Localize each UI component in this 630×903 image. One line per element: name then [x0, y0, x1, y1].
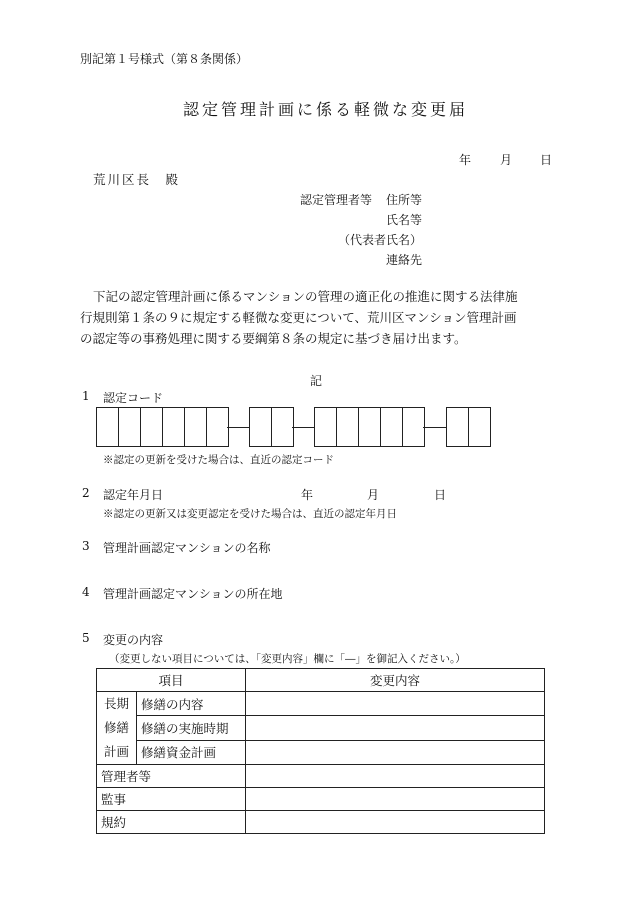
row-label: 監事	[97, 788, 246, 811]
section-2-note: ※認定の更新又は変更認定を受けた場合は、直近の認定年月日	[103, 508, 397, 520]
addressee: 荒川区長 殿	[93, 172, 181, 187]
table-header-row	[97, 669, 545, 692]
section-5-label: 変更の内容	[103, 633, 164, 647]
body-paragraph	[80, 286, 552, 349]
table-row	[97, 740, 545, 764]
change-content-cell[interactable]	[246, 765, 545, 788]
code-group-2	[249, 407, 294, 447]
cert-date-month-label: 月	[367, 488, 380, 502]
sub-item-label: 修繕資金計画	[137, 740, 246, 764]
sub-item-label: 修繕の実施時期	[137, 716, 246, 740]
change-content-cell[interactable]	[246, 692, 545, 716]
date-year-label: 年	[459, 153, 472, 167]
code-group-3	[314, 407, 425, 447]
code-dash	[227, 427, 249, 428]
ki-heading: 記	[310, 374, 323, 388]
code-cell[interactable]	[314, 407, 337, 447]
cert-date-year-label: 年	[301, 488, 314, 502]
header-item: 項目	[97, 669, 246, 692]
code-cell[interactable]	[446, 407, 469, 447]
cert-date-day-label: 日	[434, 488, 447, 502]
section-5-note: （変更しない項目については、「変更内容」欄に「―」を御記入ください。）	[109, 653, 466, 665]
applicant-address-label: 住所等	[386, 193, 423, 207]
code-cell[interactable]	[118, 407, 141, 447]
table-row	[97, 765, 545, 788]
page-title: 認定管理計画に係る軽微な変更届	[183, 100, 469, 119]
body-line: 行規則第１条の９に規定する軽微な変更について、荒川区マンション管理計画	[80, 310, 517, 325]
code-cell[interactable]	[96, 407, 119, 447]
category-line: 計画	[103, 744, 129, 759]
code-cell[interactable]	[206, 407, 229, 447]
date-month-label: 月	[500, 153, 513, 167]
code-cell[interactable]	[402, 407, 425, 447]
code-group-1	[96, 407, 229, 447]
code-cell[interactable]	[140, 407, 163, 447]
code-dash	[423, 427, 446, 428]
section-5-number: 5	[82, 631, 90, 645]
code-cell[interactable]	[358, 407, 381, 447]
section-3-label: 管理計画認定マンションの名称	[103, 541, 271, 555]
category-line: 長期	[103, 696, 129, 711]
section-4-label: 管理計画認定マンションの所在地	[103, 587, 283, 601]
section-2-label: 認定年月日	[103, 488, 164, 502]
body-line: 下記の認定管理計画に係るマンションの管理の適正化の推進に関する法律施	[93, 289, 518, 304]
row-label: 規約	[97, 811, 246, 834]
date-day-label: 日	[540, 153, 553, 167]
section-1-label: 認定コード	[103, 391, 164, 405]
section-1-note: ※認定の更新を受けた場合は、直近の認定コード	[103, 454, 334, 466]
table-row	[97, 716, 545, 740]
sub-item-label: 修繕の内容	[137, 692, 246, 716]
changes-table	[96, 668, 545, 834]
category-long-term-repair-plan	[97, 692, 137, 765]
code-cell[interactable]	[249, 407, 272, 447]
change-content-cell[interactable]	[246, 811, 545, 834]
category-line: 修繕	[103, 720, 129, 735]
code-cell[interactable]	[336, 407, 359, 447]
applicant-role-label: 認定管理者等	[300, 193, 373, 207]
table-row	[97, 811, 545, 834]
code-cell[interactable]	[271, 407, 294, 447]
row-label: 管理者等	[97, 765, 246, 788]
body-line: の認定等の事務処理に関する要綱第８条の規定に基づき届け出ます。	[80, 331, 467, 346]
change-content-cell[interactable]	[246, 788, 545, 811]
section-3-number: 3	[82, 539, 90, 553]
table-row	[97, 692, 545, 716]
change-content-cell[interactable]	[246, 716, 545, 740]
applicant-contact-label: 連絡先	[386, 253, 423, 267]
section-1-number: 1	[82, 389, 90, 403]
form-id: 別記第１号様式（第８条関係）	[80, 52, 249, 66]
applicant-representative-label: （代表者氏名）	[338, 233, 423, 247]
section-4-number: 4	[82, 585, 90, 599]
code-group-4	[446, 407, 491, 447]
code-cell[interactable]	[162, 407, 185, 447]
header-change-content: 変更内容	[246, 669, 545, 692]
table-row	[97, 788, 545, 811]
code-cell[interactable]	[184, 407, 207, 447]
code-cell[interactable]	[468, 407, 491, 447]
code-dash	[292, 427, 314, 428]
applicant-name-label: 氏名等	[386, 213, 423, 227]
code-cell[interactable]	[380, 407, 403, 447]
section-2-number: 2	[82, 486, 90, 500]
change-content-cell[interactable]	[246, 740, 545, 764]
